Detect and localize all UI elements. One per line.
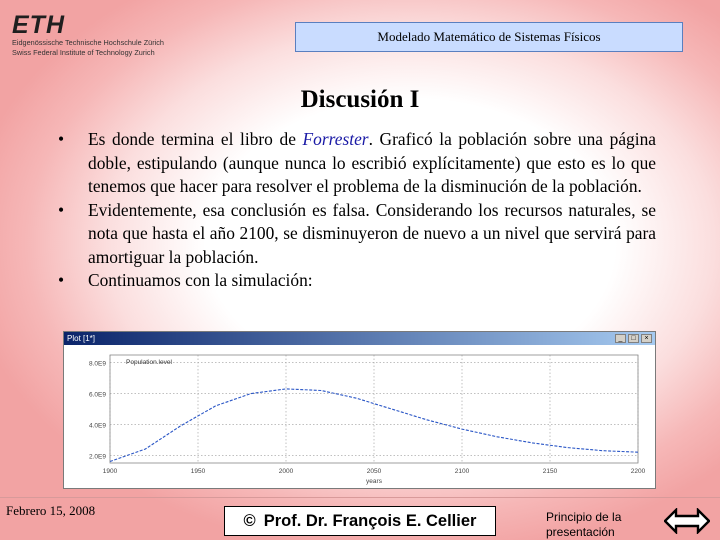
double-arrow-icon[interactable] bbox=[664, 508, 710, 534]
y-tick-label: 2.0E9 bbox=[89, 453, 106, 461]
close-button[interactable]: × bbox=[641, 334, 652, 343]
legend-entry: Population.level bbox=[126, 359, 172, 366]
author-name: Prof. Dr. François E. Cellier bbox=[263, 511, 477, 530]
plot-canvas bbox=[64, 345, 655, 488]
plot-window-title: Plot [1*] bbox=[67, 334, 96, 343]
x-tick-label: 2100 bbox=[454, 468, 470, 475]
bullet-item-2 bbox=[58, 199, 656, 270]
x-axis-label: years bbox=[366, 478, 382, 485]
x-tick-label: 2000 bbox=[278, 468, 294, 475]
bullet-item-1 bbox=[58, 128, 656, 199]
footer-divider bbox=[0, 497, 720, 498]
author-box bbox=[224, 506, 496, 536]
x-tick-label: 1900 bbox=[102, 468, 118, 475]
bullet-1-text-cont: . Graficó la población sobre una página doble, estipulando (aunque nunca lo escribió explícitamente) que esto es lo que tenemos que hacer para resolver el problema de la disminución de la población. bbox=[88, 129, 656, 196]
y-tick-label: 6.0E9 bbox=[89, 391, 106, 399]
course-title: Modelado Matemático de Sistemas Físicos bbox=[377, 29, 601, 44]
course-title-box bbox=[295, 22, 683, 52]
eth-logo-line-1: Eidgenössische Technische Hochschule Zürich bbox=[12, 38, 164, 47]
plot-window bbox=[63, 331, 656, 489]
forrester-highlight: Forrester bbox=[302, 129, 369, 149]
bullet-symbol: • bbox=[58, 129, 65, 149]
bullet-3-text: Continuamos con la simulación: bbox=[88, 270, 313, 290]
bullet-item-3 bbox=[58, 269, 656, 293]
window-buttons bbox=[615, 334, 652, 343]
eth-logo bbox=[12, 13, 212, 61]
minimize-button[interactable]: _ bbox=[615, 334, 626, 343]
slide-title bbox=[0, 86, 720, 114]
bullet-2-text: Evidentemente, esa conclusión es falsa. Considerando los recursos naturales, se nota que hasta el año 2100, se disminuyeron de nuevo a un nivel que servirá para amortiguar la población. bbox=[88, 199, 656, 267]
bullet-list bbox=[58, 128, 656, 293]
y-tick-label: 4.0E9 bbox=[89, 422, 106, 430]
eth-logo-mark: ETH bbox=[12, 11, 65, 39]
y-tick-label: 8.0E9 bbox=[89, 360, 106, 368]
x-tick-label: 1950 bbox=[190, 468, 206, 475]
copyright-symbol: © bbox=[243, 511, 256, 530]
x-tick-label: 2200 bbox=[630, 468, 646, 475]
plot-titlebar[interactable] bbox=[64, 332, 655, 345]
bullet-symbol: • bbox=[58, 199, 65, 220]
slide-title-text: Discusión I bbox=[300, 86, 420, 113]
start-of-presentation-link[interactable]: Principio de la presentación bbox=[546, 510, 622, 539]
maximize-button[interactable]: □ bbox=[628, 334, 639, 343]
population-plot bbox=[64, 345, 655, 488]
x-tick-label: 2050 bbox=[366, 468, 382, 475]
bullet-1-text: Es donde termina el libro de bbox=[88, 129, 303, 149]
eth-logo-line-2: Swiss Federal Institute of Technology Zurich bbox=[12, 48, 155, 57]
footer-date: Febrero 15, 2008 bbox=[6, 503, 96, 518]
bullet-symbol: • bbox=[58, 270, 65, 290]
x-tick-label: 2150 bbox=[542, 468, 558, 475]
